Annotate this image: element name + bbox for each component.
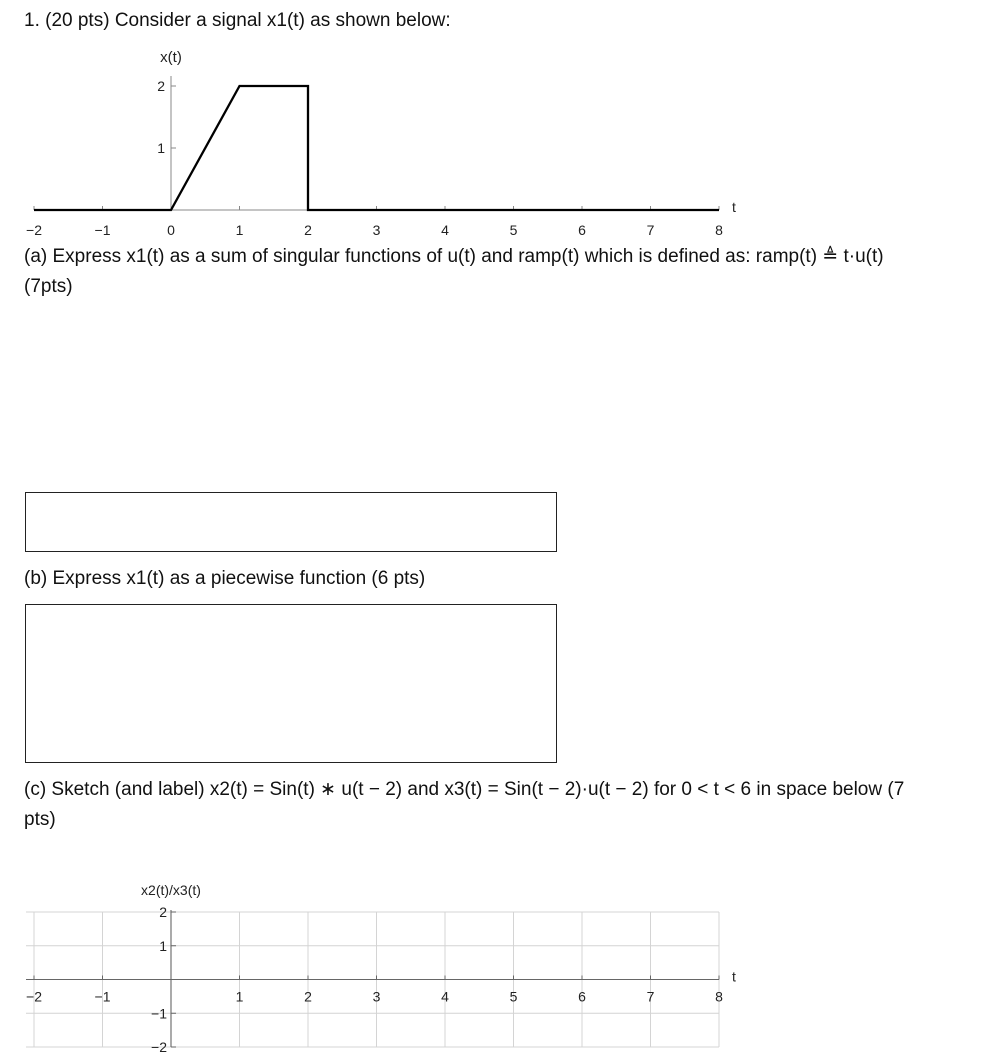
y-tick-label: 1 <box>159 937 167 954</box>
sketch-grid-plot[interactable] <box>0 864 994 1064</box>
part-a-points: (7pts) <box>24 276 73 297</box>
part-a-question: (a) Express x1(t) as a sum of singular functions of u(t) and ramp(t) which is defined as: ramp(t) ≜ t·u(t) <box>24 246 884 267</box>
x-tick-label: 8 <box>715 988 723 1005</box>
part-b-question: (b) Express x1(t) as a piecewise function (6 pts) <box>24 568 426 589</box>
x-tick-label: 2 <box>304 988 312 1005</box>
x-tick-label: 2 <box>304 222 312 238</box>
y-tick-label: 1 <box>157 140 165 156</box>
y-axis-label: x2(t)/x3(t) <box>141 882 201 898</box>
signal-x1-line <box>34 86 719 210</box>
x-tick-label: 8 <box>715 222 723 238</box>
x1-signal-plot <box>0 0 994 240</box>
x-tick-label: −1 <box>94 222 111 238</box>
y-tick-label: 2 <box>157 78 165 94</box>
x-tick-label: 7 <box>646 222 655 238</box>
y-axis-label: x(t) <box>160 49 182 66</box>
problem-header: 1. (20 pts) Consider a signal x1(t) as shown below: <box>24 10 451 31</box>
x-tick-label: 1 <box>235 988 244 1005</box>
x-tick-label: 5 <box>509 988 518 1005</box>
x-tick-label: 3 <box>372 988 381 1005</box>
x-tick-label: 4 <box>441 988 449 1005</box>
y-tick-label: 2 <box>159 904 167 920</box>
x-axis-label: t <box>732 968 736 985</box>
x-tick-label: 6 <box>578 222 586 238</box>
x-tick-label: 5 <box>509 222 518 238</box>
y-tick-label: −2 <box>151 1039 167 1055</box>
x-tick-label: 1 <box>235 222 244 238</box>
x-tick-label: 0 <box>167 222 175 238</box>
part-b-answer-box[interactable] <box>25 604 557 763</box>
part-a-answer-box[interactable] <box>25 492 557 552</box>
x-tick-label: 6 <box>578 988 586 1005</box>
x-tick-label: −1 <box>94 988 111 1005</box>
part-c-points: pts) <box>24 809 56 830</box>
part-c-question: (c) Sketch (and label) x2(t) = Sin(t) ∗ u(t − 2) and x3(t) = Sin(t − 2)·u(t − 2) for 0 < t < 6 in space below (7 <box>24 779 905 800</box>
x-axis-label: t <box>732 199 736 215</box>
x-tick-label: −2 <box>26 988 42 1005</box>
y-tick-label: −1 <box>151 1005 167 1022</box>
x-tick-label: 3 <box>372 222 381 238</box>
x-tick-label: 7 <box>646 988 655 1005</box>
x-tick-label: 4 <box>441 222 449 238</box>
x-tick-label: −2 <box>26 222 42 238</box>
